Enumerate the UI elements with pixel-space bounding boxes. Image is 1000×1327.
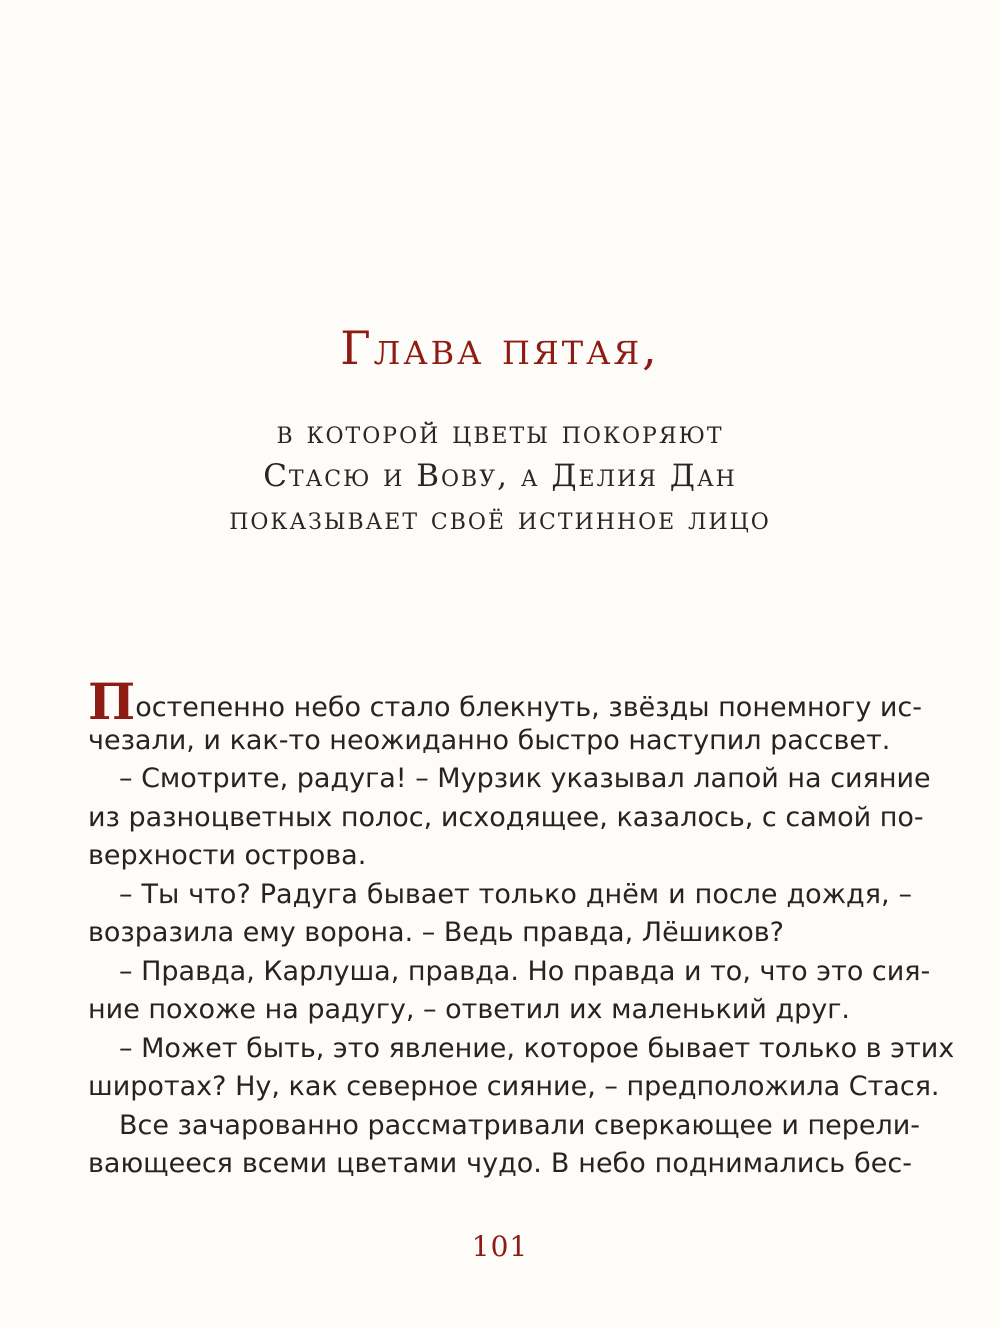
subtitle-line: Стасю и Вову, а Делия Дан <box>263 458 737 494</box>
text-line: верхности острова. <box>88 840 367 871</box>
text-line-content: остепенно небо стало блекнуть, звёзды понемногу ис- <box>135 692 923 723</box>
text-line: – Смотрите, радуга! – Мурзик указывал лапой на сияние <box>119 763 931 794</box>
page-number: 101 <box>471 1230 529 1263</box>
text-line: – Правда, Карлуша, правда. Но правда и то, что это сия- <box>119 955 931 987</box>
text-line: из разноцветных полос, исходящее, казалось, с самой по- <box>88 801 924 833</box>
chapter-subtitle <box>0 412 1000 541</box>
text-line: – Ты что? Радуга бывает только днём и после дождя, – <box>119 878 912 910</box>
text-line: Все зачарованно рассматривали сверкающее и перели- <box>119 1109 921 1141</box>
text-line: – Может быть, это явление, которое бывает только в этих <box>119 1032 955 1064</box>
text-line: вающееся всеми цветами чудо. В небо поднимались бес- <box>88 1148 912 1179</box>
chapter-title: Глава пятая, <box>340 321 660 375</box>
body-text <box>88 672 955 1184</box>
text-line: широтах? Ну, как северное сияние, – предположила Стася. <box>88 1071 940 1102</box>
text-line: возразила ему ворона. – Ведь правда, Лёшиков? <box>88 917 785 948</box>
subtitle-line: в которой цветы покоряют <box>276 415 724 451</box>
drop-cap: П <box>88 672 136 731</box>
text-line: чезали, и как-то неожиданно быстро наступил рассвет. <box>88 724 891 756</box>
subtitle-line: показывает своё истинное лицо <box>229 501 771 537</box>
text-line: ние похоже на радугу, – ответил их маленький друг. <box>88 994 850 1025</box>
text-line <box>88 672 923 731</box>
